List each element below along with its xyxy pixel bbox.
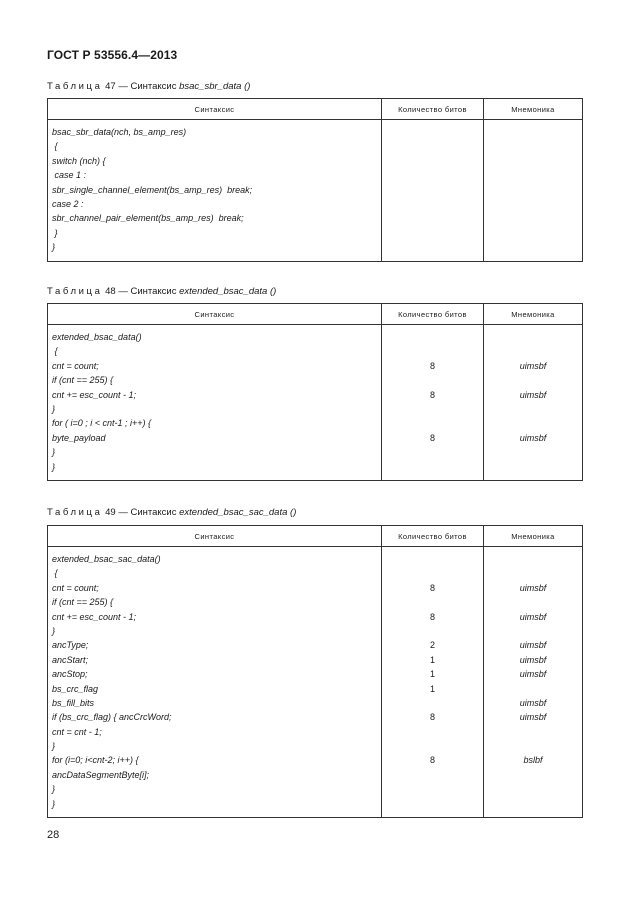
caption-text: — Синтаксис (118, 81, 177, 92)
mnemonic-value (484, 240, 582, 254)
mnemonic-value (484, 460, 582, 474)
caption-function: extended_bsac_data () (179, 286, 277, 297)
col-header-syntax: Синтаксис (48, 304, 382, 325)
mnemonic-value: uimsbf (519, 640, 547, 651)
syntax-table-48 (47, 303, 583, 481)
col-header-syntax: Синтаксис (48, 99, 382, 120)
bits-cell (382, 325, 484, 481)
syntax-line: ancStop; (52, 669, 88, 680)
mnemonic-value (484, 624, 582, 638)
syntax-cell (48, 547, 382, 818)
bits-value (382, 402, 483, 416)
bits-cell (382, 547, 484, 818)
bits-value: 8 (429, 755, 435, 766)
syntax-cell (48, 120, 382, 262)
caption-number: 47 (105, 81, 116, 92)
table-47-caption (47, 81, 250, 92)
syntax-table-49 (47, 525, 583, 818)
mnemonic-value (484, 226, 582, 240)
col-header-bits: Количество битов (382, 99, 484, 120)
bits-value (382, 125, 483, 139)
syntax-line: cnt += esc_count - 1; (52, 611, 137, 622)
caption-label: Таблица (47, 81, 103, 92)
bits-value (382, 725, 483, 739)
bits-value (382, 416, 483, 430)
mnemonic-value (484, 211, 582, 225)
bits-value (382, 739, 483, 753)
mnemonic-value: uimsbf (519, 360, 547, 371)
syntax-line: cnt += esc_count - 1; (52, 389, 137, 400)
caption-text: — Синтаксис (118, 507, 177, 518)
bits-value: 1 (429, 654, 435, 665)
syntax-line: for ( i=0 ; i < cnt-1 ; i++) { (52, 418, 152, 429)
mnemonic-value: uimsbf (519, 432, 547, 443)
syntax-line: case 2 : (52, 198, 84, 209)
bits-value (382, 552, 483, 566)
page-number: 28 (47, 829, 60, 841)
bits-value: 8 (429, 712, 435, 723)
mnemonic-value (484, 566, 582, 580)
mnemonic-value (484, 739, 582, 753)
syntax-line: ancDataSegmentByte[i]; (52, 769, 150, 780)
mnemonic-value (484, 139, 582, 153)
syntax-line: } (52, 741, 56, 752)
syntax-line: } (52, 798, 56, 809)
mnemonic-value (484, 344, 582, 358)
bits-value: 8 (429, 360, 435, 371)
syntax-line: } (52, 625, 56, 636)
syntax-line: cnt = count; (52, 582, 99, 593)
mnemonic-value (484, 197, 582, 211)
mnemonic-value (484, 125, 582, 139)
bits-value: 8 (429, 611, 435, 622)
bits-value: 2 (429, 640, 435, 651)
bits-value: 8 (429, 582, 435, 593)
mnemonic-value (484, 595, 582, 609)
bits-value (382, 330, 483, 344)
mnemonic-value (484, 782, 582, 796)
mnemonic-value (484, 373, 582, 387)
bits-value (382, 344, 483, 358)
syntax-cell (48, 325, 382, 481)
mnemonic-value (484, 768, 582, 782)
mnemonic-value: uimsbf (519, 654, 547, 665)
syntax-line: } (52, 403, 56, 414)
bits-value (382, 445, 483, 459)
bits-value (382, 211, 483, 225)
col-header-bits: Количество битов (382, 526, 484, 547)
syntax-line: bs_fill_bits (52, 697, 95, 708)
bits-value (382, 696, 483, 710)
syntax-line: sbr_single_channel_element(bs_amp_res) break; (52, 184, 253, 195)
mnemonic-value: uimsbf (519, 712, 547, 723)
col-header-mnemonic: Мнемоника (484, 99, 583, 120)
syntax-line: { (52, 568, 58, 579)
mnemonic-value (484, 183, 582, 197)
mnemonic-value (484, 552, 582, 566)
syntax-line: { (52, 141, 58, 152)
syntax-line: } (52, 242, 56, 253)
mnemonic-value (484, 797, 582, 811)
bits-cell (382, 120, 484, 262)
table-48-caption (47, 286, 276, 297)
bits-value (382, 797, 483, 811)
syntax-line: if (cnt == 255) { (52, 597, 114, 608)
bits-value (382, 595, 483, 609)
syntax-line: for (i=0; i<cnt-2; i++) { (52, 755, 139, 766)
bits-value (382, 226, 483, 240)
col-header-mnemonic: Мнемоника (484, 304, 583, 325)
bits-value (382, 624, 483, 638)
syntax-line: extended_bsac_sac_data() (52, 554, 161, 564)
mnemonic-value (484, 330, 582, 344)
mnemonic-value: uimsbf (519, 611, 547, 622)
mnemonic-value (484, 168, 582, 182)
syntax-line: sbr_channel_pair_element(bs_amp_res) break; (52, 213, 244, 224)
mnemonic-value: uimsbf (519, 669, 547, 680)
mnemonic-value (484, 725, 582, 739)
caption-function: bsac_sbr_data () (179, 81, 251, 92)
syntax-line: } (52, 784, 56, 795)
mnemonic-cell (484, 547, 583, 818)
syntax-line: switch (nch) { (52, 155, 106, 166)
mnemonic-value (484, 682, 582, 696)
mnemonic-cell (484, 120, 583, 262)
syntax-line: if (cnt == 255) { (52, 375, 114, 386)
bits-value (382, 460, 483, 474)
syntax-table-47 (47, 98, 583, 262)
bits-value (382, 139, 483, 153)
mnemonic-value (484, 402, 582, 416)
caption-number: 49 (105, 507, 116, 518)
syntax-line: bs_crc_flag (52, 683, 99, 694)
bits-value (382, 373, 483, 387)
mnemonic-cell (484, 325, 583, 481)
syntax-line: { (52, 346, 58, 357)
caption-label: Таблица (47, 286, 103, 297)
syntax-line: case 1 : (52, 170, 87, 181)
syntax-line: if (bs_crc_flag) { ancCrcWord; (52, 712, 172, 723)
bits-value (382, 168, 483, 182)
syntax-line: } (52, 447, 56, 458)
bits-value: 1 (429, 669, 435, 680)
syntax-line: extended_bsac_data() (52, 332, 142, 342)
syntax-line: cnt = count; (52, 360, 99, 371)
caption-label: Таблица (47, 507, 103, 518)
document-header: ГОСТ Р 53556.4—2013 (47, 48, 178, 62)
syntax-line: byte_payload (52, 432, 106, 443)
syntax-line: cnt = cnt - 1; (52, 726, 102, 737)
bits-value (382, 154, 483, 168)
col-header-mnemonic: Мнемоника (484, 526, 583, 547)
syntax-line: ancStart; (52, 654, 89, 665)
syntax-line: } (52, 461, 56, 472)
bits-value (382, 240, 483, 254)
bits-value (382, 782, 483, 796)
bits-value (382, 768, 483, 782)
bits-value (382, 183, 483, 197)
mnemonic-value (484, 416, 582, 430)
mnemonic-value (484, 445, 582, 459)
syntax-line: ancType; (52, 640, 89, 651)
caption-text: — Синтаксис (118, 286, 177, 297)
mnemonic-value: uimsbf (519, 389, 547, 400)
bits-value (382, 197, 483, 211)
caption-function: extended_bsac_sac_data () (179, 507, 297, 518)
caption-number: 48 (105, 286, 116, 297)
table-49-caption (47, 507, 296, 518)
bits-value: 1 (429, 683, 435, 694)
syntax-line: bsac_sbr_data(nch, bs_amp_res) (52, 127, 187, 137)
bits-value: 8 (429, 432, 435, 443)
mnemonic-value: uimsbf (519, 697, 547, 708)
mnemonic-value: uimsbf (519, 582, 547, 593)
col-header-syntax: Синтаксис (48, 526, 382, 547)
bits-value (382, 566, 483, 580)
bits-value: 8 (429, 389, 435, 400)
syntax-line: } (52, 227, 58, 238)
col-header-bits: Количество битов (382, 304, 484, 325)
mnemonic-value: bslbf (523, 755, 543, 766)
mnemonic-value (484, 154, 582, 168)
